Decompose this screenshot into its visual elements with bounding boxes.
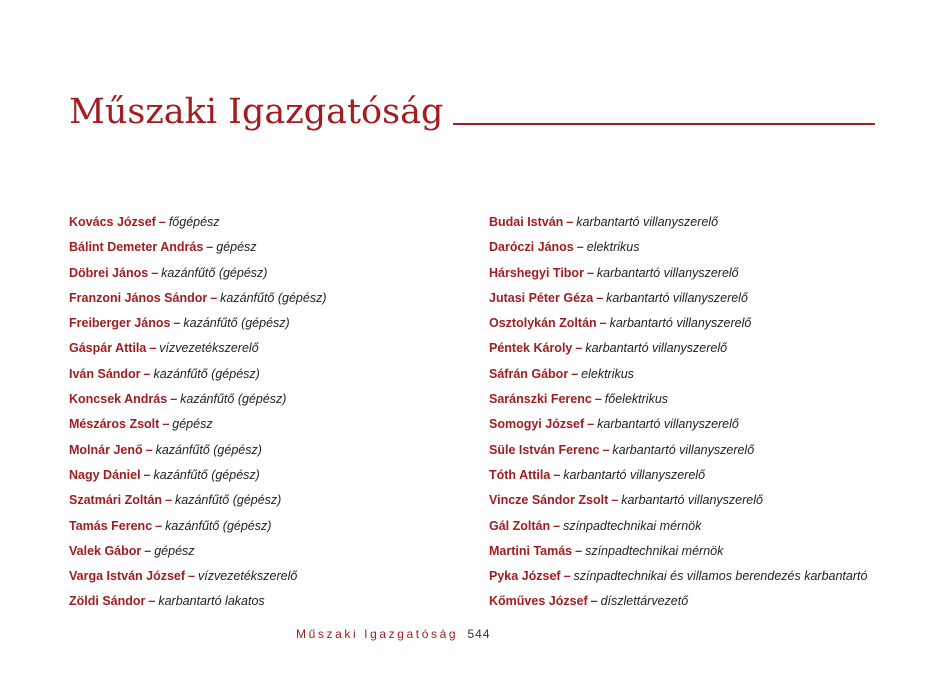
staff-entry: [69, 414, 326, 439]
page-header: [69, 92, 875, 132]
staff-name: Jutasi Péter Géza: [489, 290, 594, 305]
staff-entry: [69, 516, 326, 541]
staff-entry: [69, 541, 326, 566]
staff-entry: [489, 465, 867, 490]
entry-separator: –: [188, 569, 195, 584]
staff-role: karbantartó lakatos: [158, 594, 265, 609]
staff-name: Koncsek András: [69, 392, 168, 407]
entry-separator: –: [165, 493, 173, 508]
staff-role: karbantartó villanyszerelő: [609, 316, 752, 331]
entry-separator: –: [148, 594, 156, 609]
staff-entry: [69, 364, 326, 389]
entry-separator: –: [590, 594, 598, 609]
staff-entry: [489, 237, 867, 262]
staff-role: főgépész: [168, 215, 220, 229]
staff-entry: [489, 591, 867, 616]
entry-separator: –: [611, 493, 619, 508]
title-rule: [453, 123, 875, 125]
staff-name: Kőműves József: [489, 594, 588, 609]
staff-role: kazánfűtő (gépész): [153, 366, 260, 381]
entry-separator: –: [210, 290, 218, 305]
staff-name: Süle István Ferenc: [489, 442, 600, 457]
entry-separator: –: [155, 518, 163, 533]
staff-name: Freiberger János: [69, 316, 171, 331]
entry-separator: –: [143, 467, 151, 482]
entry-separator: –: [602, 442, 610, 457]
staff-name: Nagy Dániel: [69, 467, 141, 482]
staff-name: Gál Zoltán: [489, 518, 551, 533]
staff-name: Somogyi József: [489, 417, 585, 432]
staff-role: gépész: [154, 543, 195, 558]
staff-name: Martini Tamás: [489, 543, 573, 558]
staff-name: Valek Gábor: [69, 543, 142, 558]
staff-entry: [69, 313, 326, 338]
staff-list-right: [489, 212, 867, 617]
staff-entry: [69, 440, 326, 465]
staff-role: elektrikus: [581, 366, 634, 381]
staff-name: Vincze Sándor Zsolt: [489, 493, 609, 508]
staff-name: Kovács József: [69, 215, 156, 229]
staff-name: Péntek Károly: [489, 341, 573, 356]
staff-role: kazánfűtő (gépész): [220, 290, 327, 305]
staff-name: Döbrei János: [69, 265, 149, 280]
staff-name: Tóth Attila: [489, 467, 551, 482]
page-number: 544: [467, 627, 491, 641]
staff-name: Budai István: [489, 215, 564, 229]
staff-name: Osztolykán Zoltán: [489, 316, 597, 331]
entry-separator: –: [586, 265, 594, 280]
entry-separator: –: [170, 392, 178, 407]
staff-entry: [69, 389, 326, 414]
page-title: Műszaki Igazgatóság: [69, 92, 444, 132]
staff-name: Molnár Jenő: [69, 442, 143, 457]
staff-entry: [489, 364, 867, 389]
staff-role: vízvezetékszerelő: [159, 341, 259, 356]
staff-role: karbantartó villanyszerelő: [585, 341, 728, 356]
entry-separator: –: [587, 417, 595, 432]
staff-entry: [489, 313, 867, 338]
staff-role: kazánfűtő (gépész): [183, 316, 290, 331]
entry-separator: –: [571, 366, 579, 381]
staff-name: Iván Sándor: [69, 366, 141, 381]
staff-name: Tamás Ferenc: [69, 518, 153, 533]
staff-role: karbantartó villanyszerelő: [612, 442, 755, 457]
footer-section-title: Műszaki Igazgatóság: [296, 627, 459, 641]
staff-entry: [69, 237, 326, 262]
staff-entry: [69, 591, 326, 616]
staff-name: Varga István József: [69, 569, 186, 584]
entry-separator: –: [151, 265, 159, 280]
staff-role: karbantartó villanyszerelő: [621, 493, 763, 508]
staff-entry: [69, 288, 326, 313]
entry-separator: –: [575, 341, 583, 356]
page-footer: [296, 627, 491, 641]
staff-name: Sáfrán Gábor: [489, 366, 569, 381]
staff-entry: [489, 566, 867, 591]
staff-entry: [489, 338, 867, 363]
staff-entry: [489, 389, 867, 414]
staff-role: kazánfűtő (gépész): [153, 467, 260, 482]
entry-separator: –: [144, 543, 152, 558]
staff-role: főelektrikus: [604, 392, 669, 407]
staff-name: Saránszki Ferenc: [489, 392, 592, 407]
entry-separator: –: [575, 543, 583, 558]
staff-role: karbantartó villanyszerelő: [597, 417, 739, 432]
entry-separator: –: [145, 442, 153, 457]
staff-role: karbantartó villanyszerelő: [606, 290, 748, 305]
entry-separator: –: [576, 240, 584, 255]
staff-name: Pyka József: [489, 569, 561, 584]
staff-name: Mészáros Zsolt: [69, 417, 160, 432]
entry-separator: –: [594, 392, 602, 407]
staff-name: Zöldi Sándor: [69, 594, 146, 609]
staff-name: Hárshegyi Tibor: [489, 265, 584, 280]
entry-separator: –: [206, 240, 214, 255]
staff-role: vízvezetékszerelő: [197, 569, 298, 584]
staff-name: Szatmári Zoltán: [69, 493, 163, 508]
staff-role: kazánfűtő (gépész): [180, 392, 287, 407]
staff-role: gépész: [216, 240, 257, 255]
staff-role: színpadtechnikai és villamos berendezés karbantartó: [573, 569, 868, 584]
staff-role: kazánfűtő (gépész): [165, 518, 272, 533]
entry-separator: –: [158, 215, 166, 229]
staff-entry: [69, 465, 326, 490]
staff-entry: [489, 288, 867, 313]
staff-role: karbantartó villanyszerelő: [576, 215, 719, 229]
staff-role: színpadtechnikai mérnök: [585, 543, 724, 558]
entry-separator: –: [596, 290, 604, 305]
staff-name: Daróczi János: [489, 240, 574, 255]
staff-role: kazánfűtő (gépész): [161, 265, 268, 280]
staff-entry: [69, 338, 326, 363]
entry-separator: –: [563, 569, 571, 584]
staff-name: Franzoni János Sándor: [69, 290, 208, 305]
entry-separator: –: [599, 316, 607, 331]
staff-name: Bálint Demeter András: [69, 240, 204, 255]
entry-separator: –: [553, 518, 561, 533]
staff-role: kazánfűtő (gépész): [175, 493, 282, 508]
staff-role: kazánfűtő (gépész): [155, 442, 262, 457]
entry-separator: –: [566, 215, 574, 229]
staff-entry: [489, 490, 867, 515]
staff-role: elektrikus: [586, 240, 640, 255]
staff-list-left: [69, 212, 326, 617]
staff-entry: [489, 263, 867, 288]
entry-separator: –: [149, 341, 157, 356]
entry-separator: –: [162, 417, 170, 432]
staff-entry: [69, 263, 326, 288]
staff-entry: [489, 212, 867, 237]
staff-entry: [69, 566, 326, 591]
staff-entry: [69, 212, 326, 237]
entry-separator: –: [143, 366, 151, 381]
staff-role: karbantartó villanyszerelő: [596, 265, 739, 280]
staff-role: gépész: [172, 417, 213, 432]
staff-entry: [489, 414, 867, 439]
staff-entry: [489, 440, 867, 465]
entry-separator: –: [553, 467, 561, 482]
staff-entry: [489, 516, 867, 541]
staff-name: Gáspár Attila: [69, 341, 147, 356]
entry-separator: –: [173, 316, 181, 331]
staff-entry: [69, 490, 326, 515]
staff-role: díszlettárvezető: [600, 594, 689, 609]
staff-role: színpadtechnikai mérnök: [563, 518, 702, 533]
staff-entry: [489, 541, 867, 566]
staff-role: karbantartó villanyszerelő: [563, 467, 706, 482]
